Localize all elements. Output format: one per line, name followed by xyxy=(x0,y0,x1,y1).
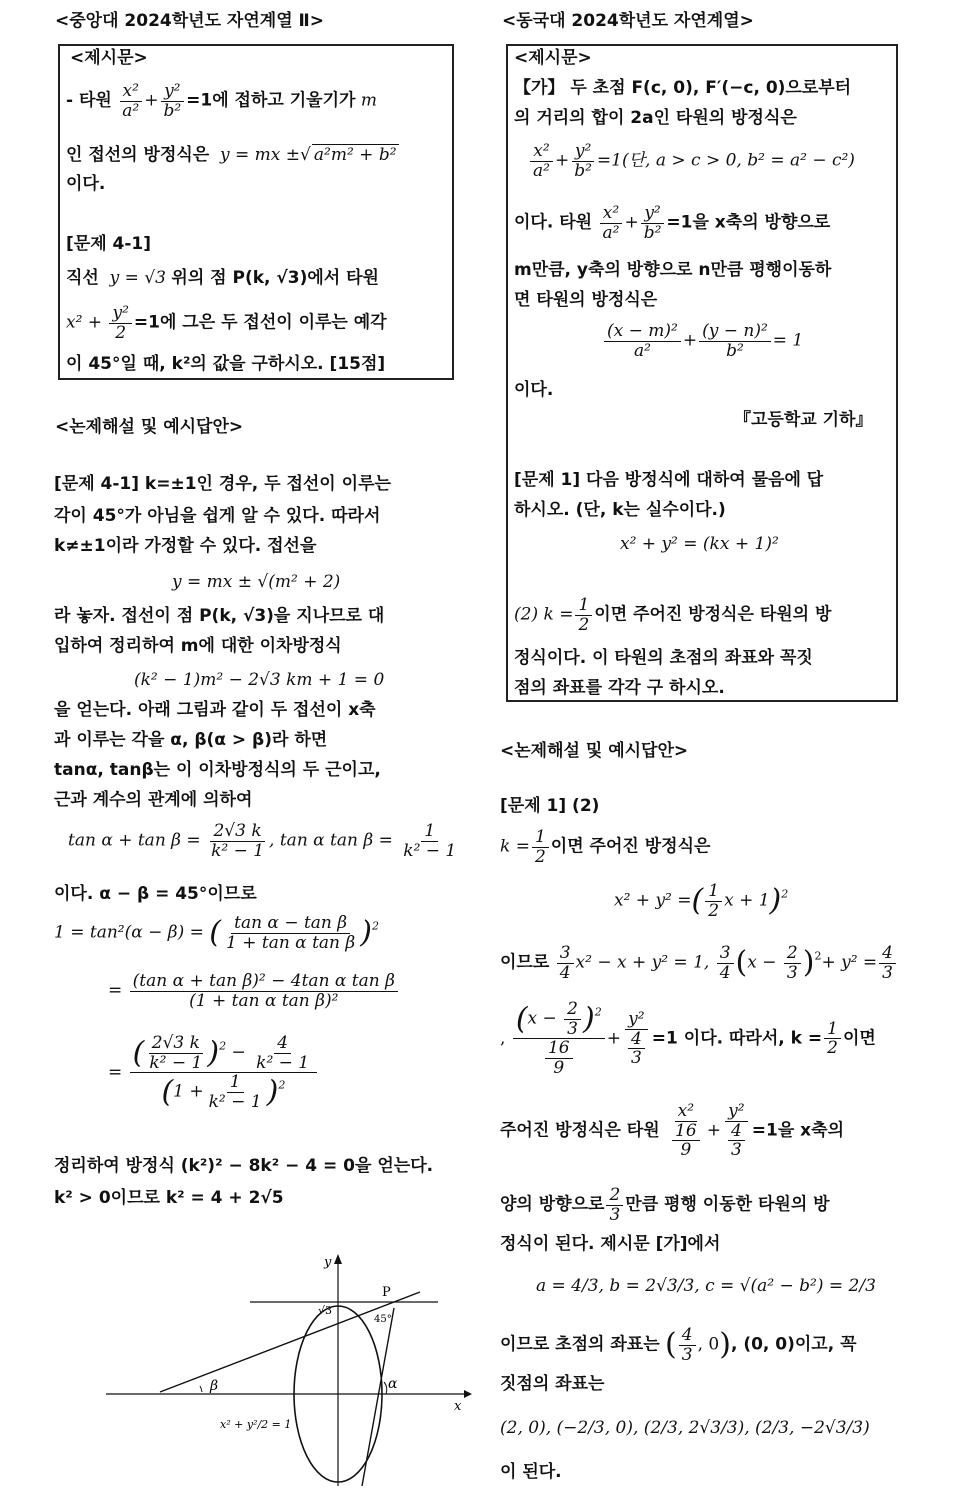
sol-eq-3: , (x − $\frac{2}{3}$ )$^2$ $\frac{16}{9}$ + $\frac{\text{y²}}{\frac{4}{3}}$ =1 이다. 따라서, k = $\frac{1}{2}$ 이면 xyxy=(500,999,876,1079)
problem-line-3: 이 45°일 때, k²의 값을 구하시오. [15점] xyxy=(66,354,386,374)
sol-line: k² > 0이므로 k² = 4 + 2√5 xyxy=(54,1188,284,1208)
beta-label: β xyxy=(210,1378,219,1394)
prompt-line-shift: 이다. 타원 $\frac{\text{x²}}{\text{a²}}$ + $\frac{\text{y²}}{\text{b²}}$ =1을 x축의 방향으로 xyxy=(514,203,831,243)
angle-45-label: 45° xyxy=(374,1314,392,1325)
sol-foci: 이므로 초점의 좌표는 ( $\frac{4}{3}$ , 0), (0, 0)이고, 꼭 xyxy=(500,1325,857,1365)
x-axis-label: x xyxy=(454,1399,462,1414)
sol-tan-eq-1: 1 = tan²(α − β) = ( $\frac{\text{tan α − tan β}}{\text{1 + tan α tan β}}$ )$^2$ xyxy=(54,913,379,953)
left-header: <중앙대 2024학년도 자연계열 Ⅱ> xyxy=(55,11,324,31)
sol-line: 이 된다. xyxy=(500,1462,562,1482)
sol-line: 이다. α − β = 45°이므로 xyxy=(54,884,257,904)
prompt-line: m만큼, y축의 방향으로 n만큼 평행이동하 xyxy=(514,260,832,280)
left-prompt-box xyxy=(58,44,454,380)
sol-line-shift: 양의 방향으로 $\frac{2}{3}$ 만큼 평행 이동한 타원의 방 xyxy=(500,1185,830,1225)
box-title: <제시문> xyxy=(70,48,148,68)
prompt-ellipse-eq: $\frac{\text{x²}}{\text{a²}}$ + $\frac{\text{y²}}{\text{b²}}$ =1(단, a > c > 0, b² = a² − c²) xyxy=(528,142,855,180)
y-axis-arrow xyxy=(334,1254,342,1264)
prompt-shifted-eq: $\frac{\text{(x − m)²}}{\text{a²}}$ + $\frac{\text{(y − n)²}}{\text{b²}}$ = 1 xyxy=(602,322,803,360)
x-axis-arrow xyxy=(464,1390,472,1398)
prompt-line: 【가】 두 초점 F(c, 0), F′(−c, 0)으로부터 xyxy=(514,78,852,98)
beta-arc xyxy=(200,1386,202,1392)
problem-line: 하시오. (단, k는 실수이다.) xyxy=(514,500,726,520)
box-line-3: 이다. xyxy=(66,174,106,194)
point-p-label: P xyxy=(382,1285,391,1300)
box-line-2: 인 접선의 방정식은 y = mx ±√ a²m² + b² xyxy=(66,144,399,165)
sol-eq-2: 이므로 $\frac{3}{4}$ x² − x + y² = 1, $\frac{3}{4}$ (x − $\frac{2}{3}$ )$^2$+ y² = $\frac{4}{3}$ xyxy=(500,944,898,982)
right-solution-header: <논제해설 및 예시답안> xyxy=(500,741,689,761)
sol-line: 짓점의 좌표는 xyxy=(500,1374,605,1394)
sol-line: tanα, tanβ는 이 이차방정식의 두 근이고, xyxy=(54,760,381,780)
sol-line: 입하여 정리하여 m에 대한 이차방정식 xyxy=(54,636,342,656)
sol-equation: (k² − 1)m² − 2√3 km + 1 = 0 xyxy=(134,670,385,690)
sol-eq-4: 주어진 방정식은 타원 $\frac{\text{x²}}{\frac{16}{9}}$ + $\frac{\text{y²}}{\frac{4}{3}}$ =1을 x축의 xyxy=(500,1101,844,1161)
sol-vertices: (2, 0), (−2/3, 0), (2/3, 2√3/3), (2/3, −2√3/3) xyxy=(500,1418,870,1438)
right-header: <동국대 2024학년도 자연계열> xyxy=(502,11,754,31)
problem-line-1: 직선 y = √3 위의 점 P(k, √3)에서 타원 xyxy=(66,268,379,288)
problem-label: [문제 4-1] xyxy=(66,234,152,254)
left-solution-header: <논제해설 및 예시답안> xyxy=(55,417,244,437)
problem-line: 점의 좌표를 각각 구 하시오. xyxy=(514,678,725,698)
sol-line: 과 이루는 각을 α, β(α > β)라 하면 xyxy=(54,730,328,750)
sol-line: 라 놓자. 접선이 점 P(k, √3)을 지나므로 대 xyxy=(54,606,385,626)
alpha-label: α xyxy=(388,1376,398,1392)
prompt-line: 의 거리의 합이 2a인 타원의 방정식은 xyxy=(514,108,797,128)
sol-line-k: k = $\frac{1}{2}$ 이면 주어진 방정식은 xyxy=(500,827,711,867)
prompt-line: 면 타원의 방정식은 xyxy=(514,290,658,310)
sol-eq-1: x² + y² =( $\frac{1}{2}$ x + 1)$^2$ xyxy=(614,881,789,921)
sol-line: k≠±1이라 가정할 수 있다. 접선을 xyxy=(54,536,317,556)
tangent-line-alpha xyxy=(362,1308,394,1486)
box-title: <제시문> xyxy=(514,48,592,68)
sol-vieta: tan α + tan β = $\frac{2√3 k}{\text{k² − 1}}$ , tan α tan β = $\frac{1}{\text{k² − 1}}$ xyxy=(68,821,457,861)
problem-equation: x² + y² = (kx + 1)² xyxy=(620,534,779,554)
ellipse-equation-label: x² + y²/2 = 1 xyxy=(220,1418,292,1431)
sol-line: 정리하여 방정식 (k²)² − 8k² − 4 = 0을 얻는다. xyxy=(54,1156,434,1176)
sol-line: 각이 45°가 아님을 쉽게 알 수 있다. 따라서 xyxy=(54,506,381,526)
box-line-1: - 타원 $\frac{\text{x²}}{\text{a²}}$ + $\frac{\text{y²}}{\text{b²}}$ =1에 접하고 기울기가 m xyxy=(66,81,377,121)
problem-line: [문제 1] 다음 방정식에 대하여 물음에 답 xyxy=(514,470,824,490)
alpha-arc xyxy=(384,1382,387,1394)
sol-line: 정식이 된다. 제시문 [가]에서 xyxy=(500,1234,721,1254)
root3-label: √3 xyxy=(318,1304,333,1317)
sol-tan-eq-2: = $\frac{\text{(tan α + tan β)² − 4tan α tan β}}{\text{(1 + tan α tan β)²}}$ xyxy=(108,972,400,1010)
sol-line: 근과 계수의 관계에 의하여 xyxy=(54,790,253,810)
sol-equation: y = mx ± √(m² + 2) xyxy=(172,572,341,592)
sol-eq-abc: a = 4/3, b = 2√3/3, c = √(a² − b²) = 2/3 xyxy=(536,1276,876,1296)
problem-line-2: x² + $\frac{\text{y²}}{2}$ =1에 그은 두 접선이 이루는 예각 xyxy=(66,303,387,343)
sol-line: [문제 4-1] k=±1인 경우, 두 접선이 이루는 xyxy=(54,474,391,494)
source-citation: 『고등학교 기하』 xyxy=(734,410,873,430)
problem-line-2: (2) k = $\frac{1}{2}$ 이면 주어진 방정식은 타원의 방 xyxy=(514,595,832,635)
right-prompt-box xyxy=(506,44,898,702)
sol-line: [문제 1] (2) xyxy=(500,796,600,816)
ellipse-tangent-figure xyxy=(102,1250,472,1490)
problem-line: 정식이다. 이 타원의 초점의 좌표와 꼭짓 xyxy=(514,648,813,668)
y-axis-label: y xyxy=(324,1255,332,1270)
prompt-line: 이다. xyxy=(514,380,554,400)
sol-tan-eq-3: = ( $\frac{2√3 k}{\text{k² − 1}}$ )$^2$ − $\frac{4}{\text{k² − 1}}$ (1 + $\frac{1}{\text{k² − 1}}$ )$^2$ xyxy=(108,1034,319,1112)
sol-line: 을 얻는다. 아래 그림과 같이 두 접선이 x축 xyxy=(54,700,376,720)
